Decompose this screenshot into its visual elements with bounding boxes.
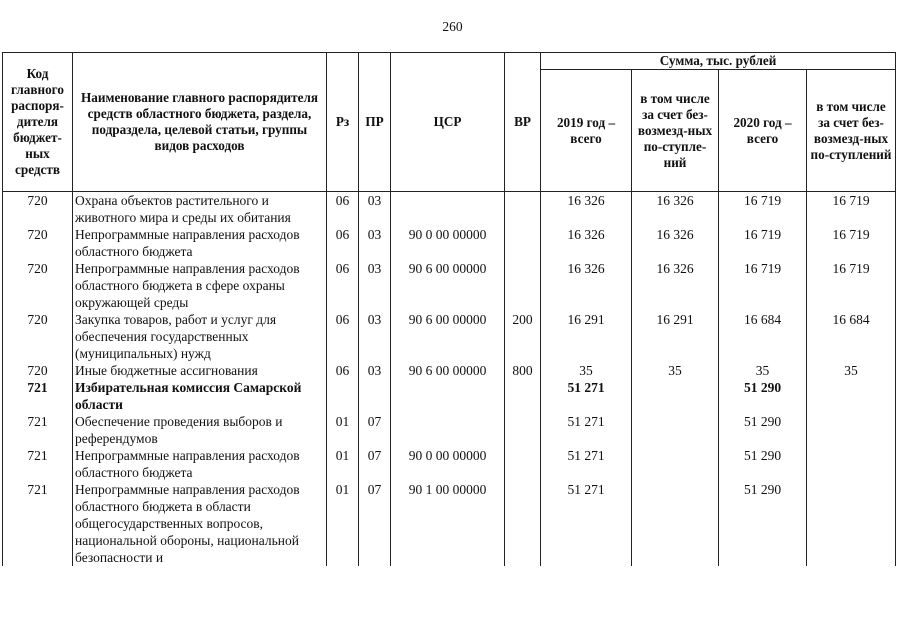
cell-2019-free: 16 291 [632,311,719,362]
cell-pr: 07 [359,413,391,447]
cell-2020-free [807,379,896,413]
cell-csr [391,379,505,413]
cell-2020-total: 51 290 [719,379,807,413]
cell-vr [505,379,541,413]
table-row [3,260,896,311]
cell-vr [505,260,541,311]
page-number: 260 [442,19,463,34]
cell-name: Непрограммные направления расходов областного бюджета [73,447,327,481]
table-row [3,481,896,566]
header-2019-total: 2019 год – всего [541,70,632,192]
cell-2020-total: 51 290 [719,413,807,447]
cell-name: Закупка товаров, работ и услуг для обеспечения государственных (муниципальных) нужд [73,311,327,362]
cell-rz: 06 [327,226,359,260]
header-pr: ПР [359,53,391,192]
cell-2020-total: 16 719 [719,260,807,311]
cell-vr [505,413,541,447]
header-code: Код главного распоря-дителя бюджет-ных средств [3,53,73,192]
cell-2019-total: 51 271 [541,481,632,566]
cell-code: 720 [3,226,73,260]
cell-csr [391,192,505,227]
cell-rz: 01 [327,481,359,566]
cell-rz: 06 [327,192,359,227]
cell-2019-total: 16 326 [541,192,632,227]
cell-name: Непрограммные направления расходов областного бюджета [73,226,327,260]
cell-2019-total: 16 291 [541,311,632,362]
table-row [3,447,896,481]
cell-rz: 06 [327,362,359,379]
cell-vr [505,226,541,260]
cell-2020-total: 35 [719,362,807,379]
cell-2019-total: 51 271 [541,413,632,447]
cell-vr [505,447,541,481]
cell-2019-free [632,413,719,447]
cell-pr: 03 [359,362,391,379]
header-sum-group: Сумма, тыс. рублей [541,53,896,70]
cell-2020-free [807,447,896,481]
cell-code: 721 [3,447,73,481]
cell-code: 720 [3,362,73,379]
header-vr: ВР [505,53,541,192]
cell-pr: 07 [359,447,391,481]
cell-vr: 200 [505,311,541,362]
cell-rz: 01 [327,413,359,447]
cell-2019-free: 16 326 [632,192,719,227]
cell-2019-free [632,447,719,481]
cell-csr: 90 1 00 00000 [391,481,505,566]
budget-table [2,52,896,566]
cell-vr [505,192,541,227]
cell-2020-total: 51 290 [719,447,807,481]
cell-2019-total: 51 271 [541,447,632,481]
header-2020-total: 2020 год – всего [719,70,807,192]
cell-name: Избирательная комиссия Самарской области [73,379,327,413]
cell-2020-free [807,481,896,566]
header-csr: ЦСР [391,53,505,192]
cell-2019-total: 51 271 [541,379,632,413]
cell-name: Непрограммные направления расходов областного бюджета в сфере охраны окружающей среды [73,260,327,311]
cell-csr: 90 0 00 00000 [391,226,505,260]
cell-csr: 90 6 00 00000 [391,362,505,379]
cell-rz: 01 [327,447,359,481]
cell-2020-total: 16 719 [719,226,807,260]
cell-pr: 03 [359,260,391,311]
cell-code: 721 [3,413,73,447]
cell-pr: 03 [359,311,391,362]
cell-csr: 90 0 00 00000 [391,447,505,481]
cell-code: 720 [3,192,73,227]
cell-2019-free [632,379,719,413]
header-2019-free: в том числе за счет без-возмезд-ных по-ступле-ний [632,70,719,192]
cell-2020-free: 16 719 [807,260,896,311]
cell-pr: 03 [359,192,391,227]
cell-rz: 06 [327,311,359,362]
cell-2020-free [807,413,896,447]
table-row [3,413,896,447]
cell-name: Охрана объектов растительного и животного мира и среды их обитания [73,192,327,227]
table-row [3,311,896,362]
cell-code: 720 [3,260,73,311]
cell-name: Иные бюджетные ассигнования [73,362,327,379]
cell-csr: 90 6 00 00000 [391,260,505,311]
cell-2020-total: 51 290 [719,481,807,566]
cell-code: 721 [3,481,73,566]
header-2020-free: в том числе за счет без-возмезд-ных по-ступлений [807,70,896,192]
cell-code: 721 [3,379,73,413]
cell-2020-free: 35 [807,362,896,379]
cell-pr [359,379,391,413]
cell-vr: 800 [505,362,541,379]
cell-2019-free: 35 [632,362,719,379]
cell-2019-total: 35 [541,362,632,379]
cell-name: Обеспечение проведения выборов и референдумов [73,413,327,447]
table-row [3,192,896,227]
cell-2019-free: 16 326 [632,260,719,311]
table-body [3,192,896,567]
cell-vr [505,481,541,566]
table-row [3,379,896,413]
cell-2020-free: 16 719 [807,226,896,260]
header-rz: Рз [327,53,359,192]
cell-2020-free: 16 684 [807,311,896,362]
cell-2020-total: 16 684 [719,311,807,362]
cell-2020-free: 16 719 [807,192,896,227]
cell-name: Непрограммные направления расходов областного бюджета в области общегосударственных вопросов, национальной обороны, национальной безопасности и [73,481,327,566]
cell-pr: 07 [359,481,391,566]
table-row [3,362,896,379]
cell-2019-free [632,481,719,566]
cell-rz [327,379,359,413]
cell-pr: 03 [359,226,391,260]
cell-2019-free: 16 326 [632,226,719,260]
cell-2019-total: 16 326 [541,226,632,260]
cell-2019-total: 16 326 [541,260,632,311]
cell-csr [391,413,505,447]
cell-rz: 06 [327,260,359,311]
cell-2020-total: 16 719 [719,192,807,227]
header-name: Наименование главного распорядителя средств областного бюджета, раздела, подраздела, целевой статьи, группы видов расходов [73,53,327,192]
cell-csr: 90 6 00 00000 [391,311,505,362]
cell-code: 720 [3,311,73,362]
table-row [3,226,896,260]
